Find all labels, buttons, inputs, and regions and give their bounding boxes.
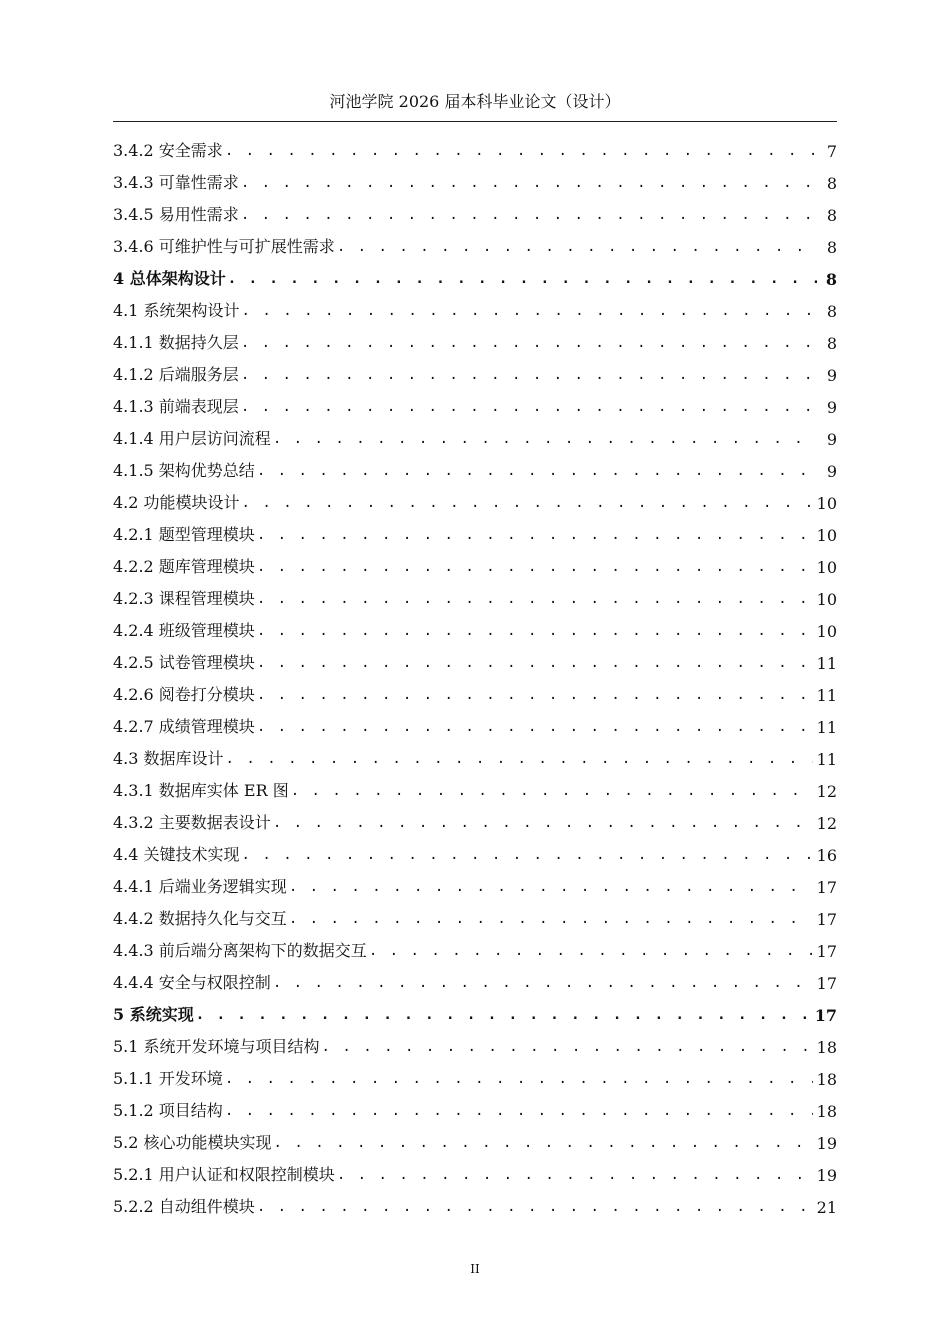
toc-entry-label: 4.2.3 课程管理模块 <box>113 589 255 608</box>
toc-entry-label: 5.1 系统开发环境与项目结构 <box>113 1037 320 1056</box>
toc-entry-label: 4.4.4 安全与权限控制 <box>113 973 271 992</box>
toc-dot-leader <box>322 1037 813 1057</box>
toc-dot-leader <box>241 397 817 417</box>
toc-dot-leader <box>241 365 817 385</box>
toc-dot-leader <box>225 141 817 161</box>
toc-entry-label: 3.4.2 安全需求 <box>113 141 223 160</box>
toc-entry-page: 8 <box>826 238 837 257</box>
toc-entry[interactable] <box>113 961 837 993</box>
toc-entry-label: 4.3 数据库设计 <box>113 749 224 768</box>
toc-entry-label: 4 总体架构设计 <box>113 269 226 288</box>
toc-entry-page: 19 <box>816 1166 837 1185</box>
toc-entry-page: 10 <box>816 558 837 577</box>
toc-dot-leader <box>226 749 813 769</box>
toc-entry-page: 17 <box>816 878 837 897</box>
toc-entry[interactable] <box>113 609 837 641</box>
toc-entry-label: 4.2.1 题型管理模块 <box>113 525 255 544</box>
toc-entry-page: 17 <box>816 974 837 993</box>
toc-entry[interactable] <box>113 577 837 609</box>
toc-dot-leader <box>225 1101 813 1121</box>
toc-dot-leader <box>257 557 813 577</box>
toc-chapter-entry[interactable] <box>113 993 837 1025</box>
toc-entry[interactable] <box>113 1089 837 1121</box>
toc-entry-page: 8 <box>826 334 837 353</box>
toc-dot-leader <box>242 493 813 513</box>
toc-entry[interactable] <box>113 481 837 513</box>
toc-entry[interactable] <box>113 161 837 193</box>
toc-entry[interactable] <box>113 545 837 577</box>
toc-entry[interactable] <box>113 513 837 545</box>
toc-entry[interactable] <box>113 1121 837 1153</box>
toc-dot-leader <box>257 589 813 609</box>
toc-entry-page: 10 <box>816 494 837 513</box>
toc-entry-label: 4.2 功能模块设计 <box>113 493 240 512</box>
toc-dot-leader <box>241 333 817 353</box>
toc-entry[interactable] <box>113 417 837 449</box>
toc-entry[interactable] <box>113 129 837 161</box>
toc-entry-page: 17 <box>816 942 837 961</box>
toc-dot-leader <box>369 941 813 961</box>
toc-entry-label: 4.3.2 主要数据表设计 <box>113 813 271 832</box>
toc-entry[interactable] <box>113 1185 837 1217</box>
toc-entry[interactable] <box>113 1057 837 1089</box>
toc-entry[interactable] <box>113 449 837 481</box>
toc-entry-page: 17 <box>814 1006 837 1025</box>
toc-dot-leader <box>241 173 817 193</box>
toc-dot-leader <box>242 301 817 321</box>
toc-entry[interactable] <box>113 673 837 705</box>
toc-entry[interactable] <box>113 705 837 737</box>
toc-entry[interactable] <box>113 641 837 673</box>
toc-dot-leader <box>257 525 813 545</box>
toc-entry-page: 10 <box>816 622 837 641</box>
toc-entry-label: 4.1 系统架构设计 <box>113 301 240 320</box>
toc-dot-leader <box>257 1197 813 1217</box>
toc-entry-label: 4.2.6 阅卷打分模块 <box>113 685 255 704</box>
toc-entry-label: 4.4.2 数据持久化与交互 <box>113 909 287 928</box>
toc-entry-page: 10 <box>816 590 837 609</box>
toc-entry-page: 18 <box>816 1070 837 1089</box>
toc-entry[interactable] <box>113 1025 837 1057</box>
toc-entry[interactable] <box>113 833 837 865</box>
toc-entry-page: 8 <box>826 302 837 321</box>
toc-dot-leader <box>257 717 813 737</box>
toc-entry-page: 9 <box>826 366 837 385</box>
toc-entry-page: 11 <box>816 718 837 737</box>
toc-entry-page: 11 <box>816 654 837 673</box>
toc-dot-leader <box>337 237 817 257</box>
toc-entry[interactable] <box>113 1153 837 1185</box>
toc-entry-page: 12 <box>816 814 837 833</box>
toc-entry-page: 18 <box>816 1102 837 1121</box>
toc-entry-page: 10 <box>816 526 837 545</box>
toc-dot-leader <box>196 1005 811 1025</box>
toc-entry-page: 16 <box>816 846 837 865</box>
toc-dot-leader <box>273 813 813 833</box>
toc-entry[interactable] <box>113 385 837 417</box>
toc-dot-leader <box>273 973 813 993</box>
toc-entry[interactable] <box>113 769 837 801</box>
toc-dot-leader <box>242 845 813 865</box>
toc-entry-label: 5.2 核心功能模块实现 <box>113 1133 272 1152</box>
toc-entry-label: 4.3.1 数据库实体 ER 图 <box>113 781 289 800</box>
toc-entry-label: 4.1.5 架构优势总结 <box>113 461 255 480</box>
toc-entry-page: 9 <box>826 430 837 449</box>
toc-entry-label: 4.4 关键技术实现 <box>113 845 240 864</box>
toc-entry-page: 8 <box>826 174 837 193</box>
toc-entry[interactable] <box>113 289 837 321</box>
toc-dot-leader <box>273 429 817 449</box>
toc-entry-label: 5.2.1 用户认证和权限控制模块 <box>113 1165 335 1184</box>
header-rule <box>113 121 837 122</box>
toc-entry-label: 5.2.2 自动组件模块 <box>113 1197 255 1216</box>
toc-dot-leader <box>291 781 813 801</box>
toc-dot-leader <box>274 1133 813 1153</box>
toc-entry-label: 4.1.4 用户层访问流程 <box>113 429 271 448</box>
toc-dot-leader <box>257 621 813 641</box>
running-header: 河池学院 2026 届本科毕业论文（设计） <box>329 92 621 111</box>
toc-entry-page: 12 <box>816 782 837 801</box>
toc-entry[interactable] <box>113 737 837 769</box>
toc-entry-label: 4.2.4 班级管理模块 <box>113 621 255 640</box>
toc-entry-label: 4.1.2 后端服务层 <box>113 365 239 384</box>
toc-entry-page: 19 <box>816 1134 837 1153</box>
toc-dot-leader <box>257 685 813 705</box>
toc-entry-label: 4.2.2 题库管理模块 <box>113 557 255 576</box>
toc-dot-leader <box>289 877 813 897</box>
toc-entry[interactable] <box>113 897 837 929</box>
toc-entry[interactable] <box>113 353 837 385</box>
table-of-contents <box>113 129 837 1217</box>
toc-dot-leader <box>257 653 813 673</box>
toc-entry-page: 11 <box>816 750 837 769</box>
toc-entry-page: 8 <box>825 270 837 289</box>
toc-entry-label: 4.1.3 前端表现层 <box>113 397 239 416</box>
toc-entry-label: 4.2.7 成绩管理模块 <box>113 717 255 736</box>
page-number: II <box>470 1262 480 1276</box>
toc-entry[interactable] <box>113 865 837 897</box>
toc-entry-label: 5.1.1 开发环境 <box>113 1069 223 1088</box>
toc-entry-label: 3.4.6 可维护性与可扩展性需求 <box>113 237 335 256</box>
toc-entry[interactable] <box>113 929 837 961</box>
toc-dot-leader <box>241 205 817 225</box>
toc-dot-leader <box>225 1069 813 1089</box>
toc-entry-label: 5.1.2 项目结构 <box>113 1101 223 1120</box>
toc-entry[interactable] <box>113 321 837 353</box>
toc-dot-leader <box>289 909 813 929</box>
toc-entry-label: 3.4.3 可靠性需求 <box>113 173 239 192</box>
toc-entry-page: 21 <box>816 1198 837 1217</box>
toc-entry-page: 9 <box>826 462 837 481</box>
toc-entry-page: 18 <box>816 1038 837 1057</box>
toc-entry-page: 11 <box>816 686 837 705</box>
toc-entry-label: 4.1.1 数据持久层 <box>113 333 239 352</box>
toc-entry-page: 8 <box>826 206 837 225</box>
toc-entry-page: 17 <box>816 910 837 929</box>
toc-entry[interactable] <box>113 801 837 833</box>
toc-dot-leader <box>337 1165 813 1185</box>
toc-entry-label: 4.2.5 试卷管理模块 <box>113 653 255 672</box>
toc-dot-leader <box>228 269 817 289</box>
toc-entry-label: 4.4.1 后端业务逻辑实现 <box>113 877 287 896</box>
toc-entry[interactable] <box>113 193 837 225</box>
toc-entry-page: 9 <box>826 398 837 417</box>
toc-entry-label: 3.4.5 易用性需求 <box>113 205 239 224</box>
toc-entry-label: 4.4.3 前后端分离架构下的数据交互 <box>113 941 367 960</box>
toc-dot-leader <box>257 461 817 481</box>
toc-entry[interactable] <box>113 225 837 257</box>
toc-chapter-entry[interactable] <box>113 257 837 289</box>
toc-entry-label: 5 系统实现 <box>113 1005 194 1024</box>
toc-entry-page: 7 <box>826 142 837 161</box>
